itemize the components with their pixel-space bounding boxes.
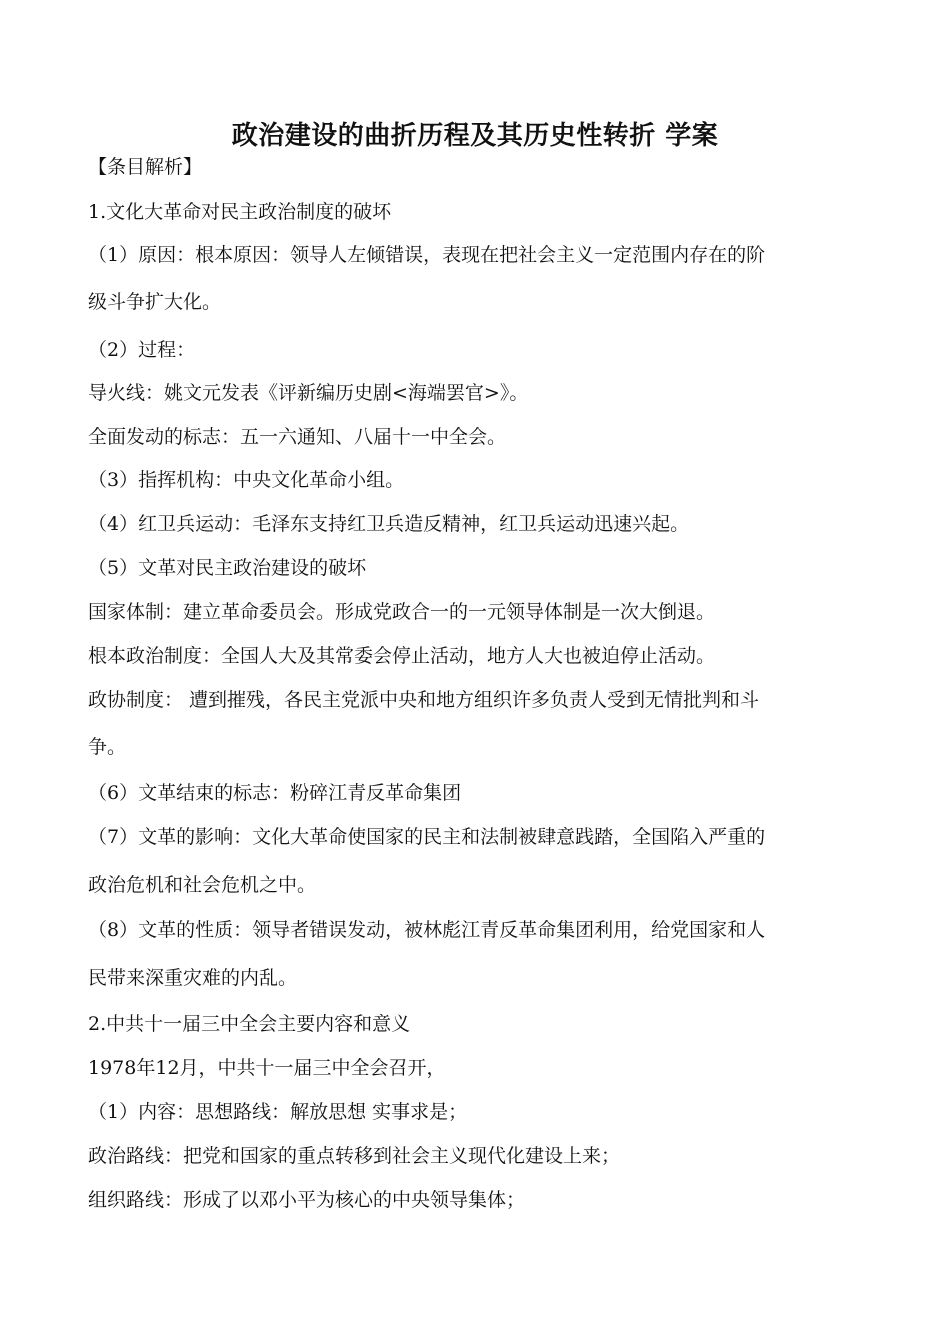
paragraph-line: （8）文革的性质：领导者错误发动，被林彪江青反革命集团利用，给党国家和人 xyxy=(88,919,766,941)
paragraph-line: 民带来深重灾难的内乱。 xyxy=(88,967,298,989)
paragraph-line: 国家体制：建立革命委员会。形成党政合一的一元领导体制是一次大倒退。 xyxy=(88,601,716,623)
paragraph-line: （6）文革结束的标志：粉碎江青反革命集团 xyxy=(88,782,462,804)
paragraph-line: 全面发动的标志：五一六通知、八届十一中全会。 xyxy=(88,426,507,448)
heading-1: 1.文化大革命对民主政治制度的破坏 xyxy=(88,201,392,223)
heading-2: 2.中共十一届三中全会主要内容和意义 xyxy=(88,1013,411,1035)
document-title: 政治建设的曲折历程及其历史性转折 学案 xyxy=(231,121,719,151)
paragraph-line: （1）原因：根本原因：领导人左倾错误，表现在把社会主义一定范围内存在的阶 xyxy=(88,244,766,266)
paragraph-line: 政治危机和社会危机之中。 xyxy=(88,874,317,896)
paragraph-line: 1978年12月，中共十一届三中全会召开， xyxy=(88,1057,446,1079)
paragraph-line: 政治路线：把党和国家的重点转移到社会主义现代化建设上来； xyxy=(88,1145,621,1167)
paragraph-line: 争。 xyxy=(88,736,127,758)
paragraph-line: （2）过程： xyxy=(88,339,196,361)
paragraph-line: 组织路线：形成了以邓小平为核心的中央领导集体； xyxy=(88,1189,526,1211)
paragraph-line: 政协制度： 遭到摧残，各民主党派中央和地方组织许多负责人受到无情批判和斗 xyxy=(88,689,760,711)
section-header: 【条目解析】 xyxy=(88,156,203,178)
paragraph-line: （7）文革的影响：文化大革命使国家的民主和法制被肆意践踏，全国陷入严重的 xyxy=(88,826,766,848)
paragraph-line: （3）指挥机构：中央文化革命小组。 xyxy=(88,469,405,491)
paragraph-line: （4）红卫兵运动：毛泽东支持红卫兵造反精神，红卫兵运动迅速兴起。 xyxy=(88,513,690,535)
paragraph-line: 根本政治制度：全国人大及其常委会停止活动，地方人大也被迫停止活动。 xyxy=(88,645,716,667)
paragraph-line: 级斗争扩大化。 xyxy=(88,291,222,313)
paragraph-line: （5）文革对民主政治建设的破坏 xyxy=(88,557,367,579)
paragraph-line: 导火线：姚文元发表《评新编历史剧<海端罢官>》。 xyxy=(88,382,529,404)
paragraph-line: （1）内容：思想路线：解放思想 实事求是； xyxy=(88,1101,468,1123)
